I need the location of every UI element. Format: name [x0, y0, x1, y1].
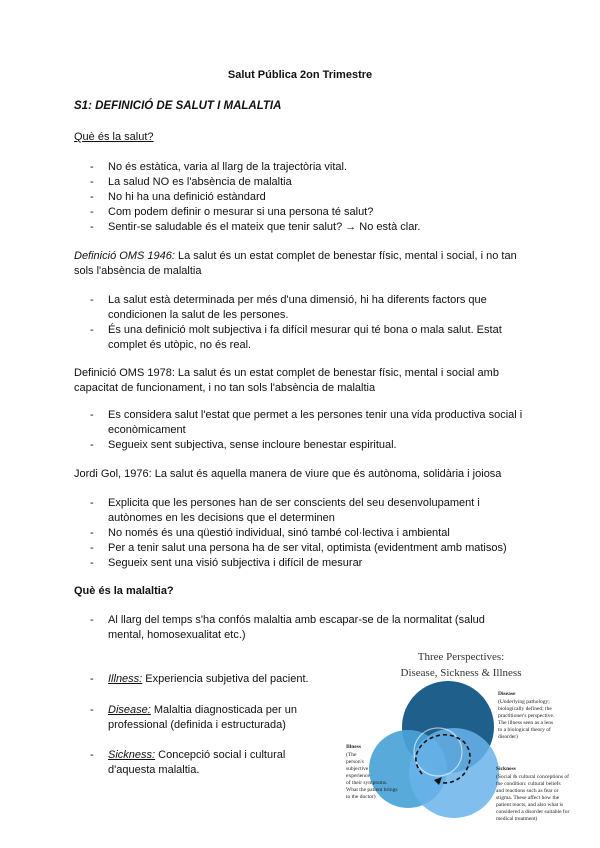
- sickness-desc-line: stigma. These affect how the: [496, 795, 560, 801]
- document-title: Salut Pública 2on Trimestre: [227, 69, 373, 81]
- sickness-desc-line: medical treatment): [496, 816, 538, 822]
- illness-text: Experiencia subjetiva del pacient.: [142, 673, 309, 685]
- illness-desc-line: person's: [346, 759, 364, 765]
- disease-item: [74, 703, 324, 733]
- illness-desc-line: subjective: [346, 766, 369, 772]
- sickness-desc-line: considered a disorder suitable for: [496, 809, 570, 815]
- oms-1946-text: La salut és un estat complet de benestar físic, mental i social, i no tan sols l'absència de malaltia: [74, 250, 517, 277]
- list-item: - Per a tenir salut una persona ha de ser vital, optimista (evidentment amb matisos): [74, 541, 524, 556]
- section-title: S1: DEFINICIÓ DE SALUT I MALALTIA: [74, 100, 282, 112]
- disease-perspectives-list: [74, 672, 324, 778]
- sickness-item: [74, 748, 324, 778]
- sickness-desc-line: patient reacts, and also what is: [496, 802, 564, 808]
- disease-desc-line: disorder): [498, 734, 518, 740]
- disease-notes-list: [74, 613, 524, 643]
- illness-desc-line: to the doctor): [346, 794, 376, 800]
- list-item: - És una definició molt subjectiva i fa difícil mesurar qui té bona o mala salut. Estat complet és utòpic, no és real.: [74, 323, 524, 353]
- list-item: - Al llarg del temps s'ha confós malaltia amb escapar-se de la normalitat (salud mental, homosexualitat etc.): [74, 613, 524, 643]
- jordi-gol-notes-list: [74, 496, 524, 571]
- illness-desc-line: experience: [346, 773, 370, 779]
- jordi-gol-definition: Jordi Gol, 1976: La salut és aquella manera de viure que és autònoma, solidària i joiosa: [74, 468, 502, 480]
- illness-desc-line: What the patient brings: [346, 787, 398, 793]
- list-item: - Segueix sent subjectiva, sense incloure benestar espiritual.: [74, 438, 524, 453]
- sickness-desc-line: the condition: cultural beliefs: [496, 781, 561, 787]
- illness-label: Illness:: [108, 673, 143, 685]
- sickness-diagram-title: Sickness: [496, 766, 516, 772]
- oms-1946-label: Definició OMS 1946:: [74, 250, 175, 262]
- question-health-heading: Què és la salut?: [74, 131, 154, 143]
- disease-label: Disease:: [108, 704, 151, 716]
- list-item: - Sentir-se saludable és el mateix que tenir salut? → No està clar.: [74, 220, 524, 235]
- disease-diagram-title: Disease: [498, 691, 516, 697]
- disease-desc-line: The illness seen as a lens: [498, 720, 554, 726]
- illness-item: [74, 672, 324, 687]
- three-perspectives-diagram: [336, 646, 586, 828]
- list-item: - Segueix sent una visió subjectiva i difícil de mesurar: [74, 556, 524, 571]
- list-item: - Com podem definir o mesurar si una persona té salut?: [74, 205, 524, 220]
- illness-desc-line: (The: [346, 752, 357, 758]
- diagram-title-line1: Three Perspectives:: [417, 651, 505, 663]
- sickness-desc-line: and reactions such as fear or: [496, 788, 559, 794]
- list-item: - La salud NO es l'absència de malaltia: [74, 175, 524, 190]
- illness-desc-line: of their symptoms.: [346, 780, 388, 786]
- disease-desc-line: biologically defined; the: [498, 706, 552, 712]
- disease-desc-line: to a biological theory of: [498, 727, 551, 733]
- sickness-label: Sickness:: [108, 749, 156, 761]
- diagram-title-line2: Disease, Sickness & Illness: [400, 667, 522, 679]
- oms-1978-notes-list: [74, 408, 524, 453]
- disease-desc-line: practitioner's perspective.: [498, 713, 555, 719]
- health-features-list: [74, 160, 524, 235]
- sickness-desc-line: (Social & cultural conceptions of: [496, 774, 570, 780]
- disease-text: Malaltia diagnosticada per un professional (definida i estructurada): [108, 704, 297, 731]
- sickness-text: Concepció social i cultural d'aquesta malaltia.: [108, 749, 286, 776]
- illness-diagram-title: Illness: [346, 744, 361, 750]
- question-disease-heading: Què és la malaltia?: [74, 585, 174, 597]
- list-item: - No és estàtica, varia al llarg de la trajectòria vital.: [74, 160, 524, 175]
- list-item: - No hi ha una definició estàndard: [74, 190, 524, 205]
- list-item: - La salut està determinada per més d'una dimensió, hi ha diferents factors que condicionen la salut de les persones.: [74, 293, 524, 323]
- sickness-circle: [409, 728, 499, 818]
- list-item: - Explicita que les persones han de ser conscients del seu desenvolupament i autònomes en les decisions que el determinen: [74, 496, 524, 526]
- oms-1946-notes-list: [74, 293, 524, 353]
- oms-1946-definition: [74, 249, 534, 279]
- list-item: - Es considera salut l'estat que permet a les persones tenir una vida productiva social i econòmicament: [74, 408, 524, 438]
- oms-1978-definition: Definició OMS 1978: La salut és un estat complet de benestar físic, mental i social amb capacitat de funcionament, i no tan sols l'absència de malaltia: [74, 367, 499, 394]
- disease-desc-line: (Underlying pathology;: [498, 699, 550, 705]
- list-item: - No només és una qüestió individual, sinó també col·lectiva i ambiental: [74, 526, 524, 541]
